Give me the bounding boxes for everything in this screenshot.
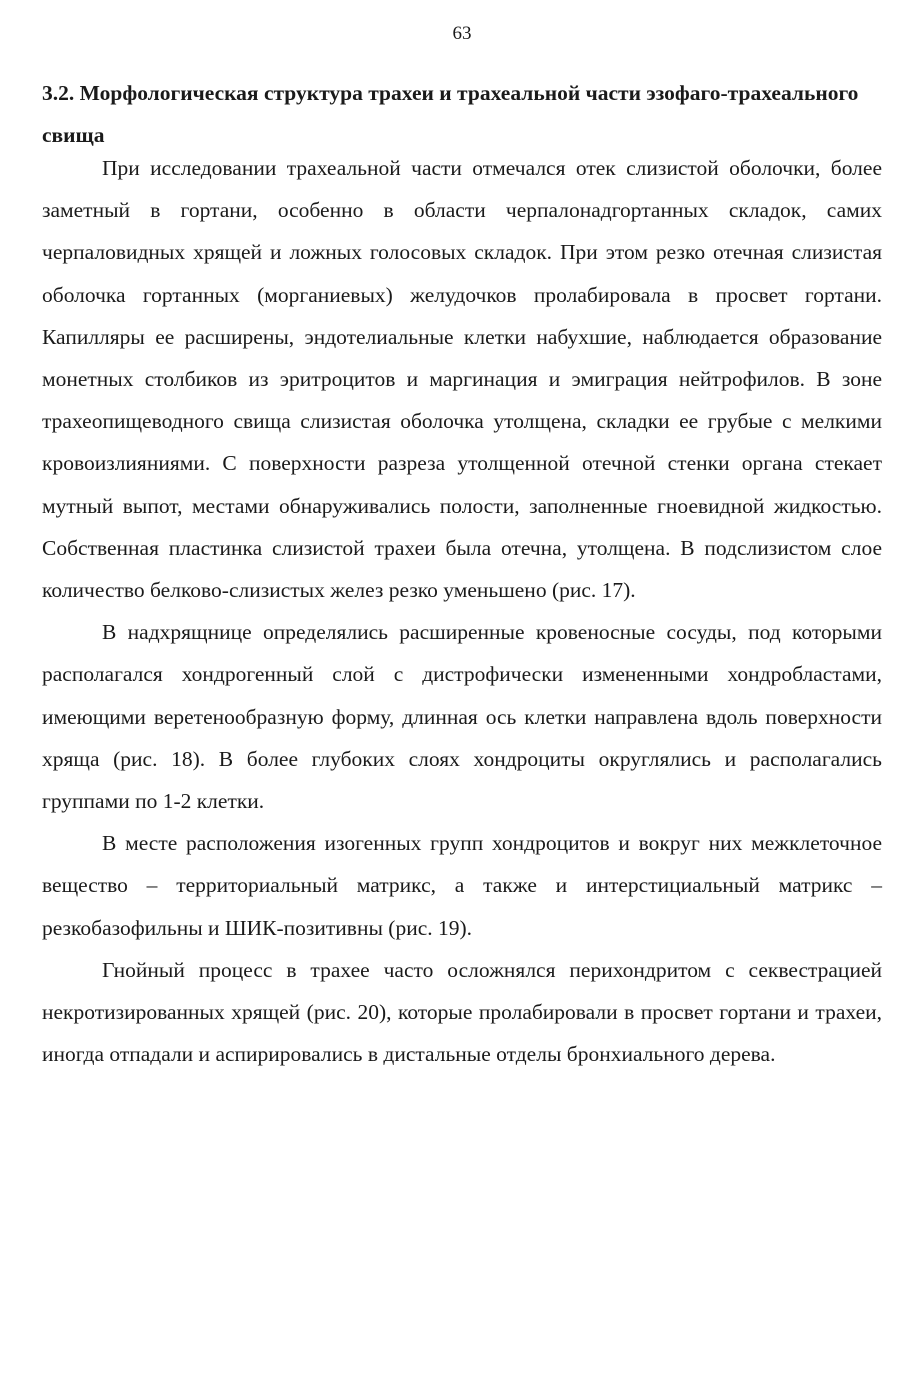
paragraph-1: При исследовании трахеальной части отмечался отек слизистой оболочки, более заметный в гортани, особенно в области черпалонадгортанных складок, самих черпаловидных хрящей и ложных голосовых складок. При этом резко отечная слизистая оболочка гортанных (морганиевых) желудочков пролабировала в просвет гортани. Капилляры ее расширены, эндотелиальные клетки набухшие, наблюдается образование монетных столбиков из эритроцитов и маргинация и эмиграция нейтрофилов. В зоне трахеопищеводного свища слизистая оболочка утолщена, складки ее грубые с мелкими кровоизлияниями. С поверхности разреза утолщенной отечной стенки органа стекает мутный выпот, местами обнаруживались полости, заполненные гноевидной жидкостью. Собственная пластинка слизистой трахеи была отечна, утолщена. В подслизистом слое количество белково-слизистых желез резко уменьшено (рис. 17).	[42, 156, 882, 603]
paragraph-2: В надхрящнице определялись расширенные кровеносные сосуды, под которыми располагался хондрогенный слой с дистрофически измененными хондробластами, имеющими веретенообразную форму, длинная ось клетки направлена вдоль поверхности хряща (рис. 18). В более глубоких слоях хондроциты округлялись и располагались группами по 1-2 клетки.	[42, 620, 882, 814]
section-heading: 3.2. Морфологическая структура трахеи и трахеальной части эзофаго-трахеального свища	[42, 81, 859, 147]
page-number: 63	[452, 23, 472, 44]
paragraph-3: В месте расположения изогенных групп хондроцитов и вокруг них межклеточное вещество – территориальный матрикс, а также и интерстициальный матрикс – резкобазофильны и ШИК-позитивны (рис. 19).	[42, 831, 882, 940]
body-text	[42, 147, 882, 1075]
paragraph-4: Гнойный процесс в трахее часто осложнялся перихондритом с секвестрацией некротизированных хрящей (рис. 20), которые пролабировали в просвет гортани и трахеи, иногда отпадали и аспирировались в дистальные отделы бронхиального дерева.	[42, 957, 882, 1067]
